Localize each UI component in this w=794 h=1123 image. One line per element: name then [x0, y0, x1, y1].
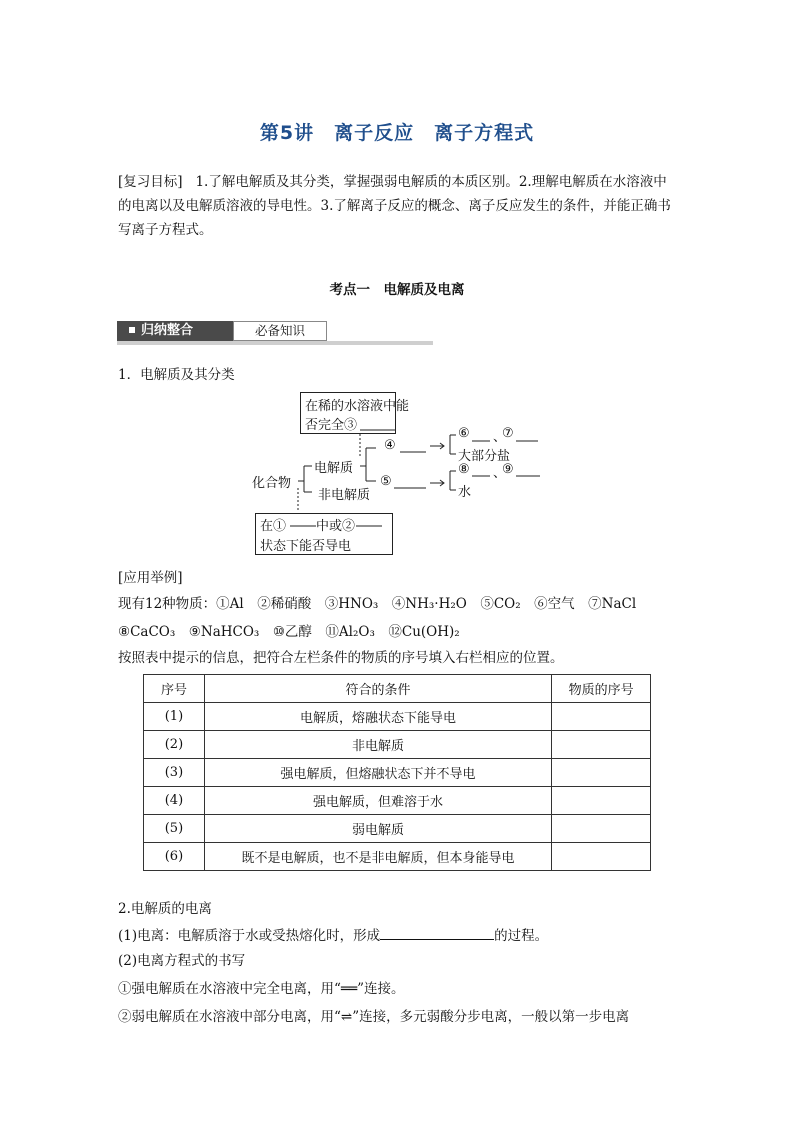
- water-label: 水: [458, 485, 472, 500]
- item2-paragraph3: ①强电解质在水溶液中完全电离，用“══”连接。: [118, 981, 405, 997]
- answer-cell[interactable]: [552, 815, 651, 843]
- application-label: [应用举例]: [118, 570, 183, 586]
- banner-left-label: 归纳整合: [141, 323, 194, 338]
- table-row: [144, 815, 651, 843]
- table-cell: 既不是电解质，也不是非电解质，但本身能导电: [204, 843, 551, 871]
- table-cell: (5): [144, 815, 205, 843]
- table-cell: 强电解质，但熔融状态下并不导电: [204, 759, 551, 787]
- table-cell: (6): [144, 843, 205, 871]
- section-banner: [117, 321, 433, 345]
- blank-4-label: ④: [384, 438, 396, 453]
- blank-6-label: ⑥: [458, 426, 470, 441]
- top-box-line1: 在稀的水溶液中能: [305, 399, 410, 414]
- review-goals: [118, 170, 678, 242]
- table-header-row: [144, 675, 651, 703]
- review-goals-text: 1.了解电解质及其分类，掌握强弱电解质的本质区别。2.理解电解质在水溶液中的电离以及电解质溶液的导电性。3.了解离子反应的概念、离子反应发生的条件，并能正确书写离子方程式。: [118, 174, 671, 238]
- item2-paragraph2: (2)电离方程式的书写: [118, 953, 246, 969]
- item2-p1-prefix: (1)电离：电解质溶于水或受热熔化时，形成: [118, 928, 381, 944]
- blank-5-label: ⑤: [380, 474, 392, 489]
- table-row: [144, 787, 651, 815]
- table-row: [144, 703, 651, 731]
- table-cell: (1): [144, 703, 205, 731]
- classification-table: [143, 674, 651, 871]
- answer-cell[interactable]: [552, 703, 651, 731]
- section-title: 考点一 电解质及电离: [329, 282, 465, 298]
- bottom-box-part-b: 中或②: [316, 519, 356, 534]
- table-row: [144, 731, 651, 759]
- table-header-cell: 物质的序号: [552, 675, 651, 703]
- answer-cell[interactable]: [552, 843, 651, 871]
- bottom-box-part-a: 在①: [260, 519, 287, 534]
- separator-1: 、: [493, 430, 507, 445]
- table-header-cell: 符合的条件: [204, 675, 551, 703]
- blank-7-label: ⑦: [502, 426, 514, 441]
- item2-heading: 2.电解质的电离: [118, 901, 212, 917]
- item2-paragraph1: [118, 923, 548, 948]
- blank-8-label: ⑧: [458, 462, 470, 477]
- item2-p1-suffix: 的过程。: [494, 928, 549, 944]
- non-electrolyte-label: 非电解质: [318, 488, 371, 503]
- separator-2: 、: [493, 466, 507, 481]
- application-line2: ⑧CaCO₃ ⑨NaHCO₃ ⑩乙醇 ⑪Al₂O₃ ⑫Cu(OH)₂: [118, 624, 460, 640]
- table-cell: (3): [144, 759, 205, 787]
- table-cell: 强电解质，但难溶于水: [204, 787, 551, 815]
- square-bullet-icon: [129, 327, 135, 333]
- top-box-line2: 否完全③: [305, 418, 358, 433]
- electrolyte-label: 电解质: [314, 461, 354, 476]
- table-row: [144, 759, 651, 787]
- answer-cell[interactable]: [552, 731, 651, 759]
- most-salts-label: 大部分盐: [458, 449, 511, 464]
- table-header-cell: 序号: [144, 675, 205, 703]
- item1-heading: 1．电解质及其分类: [118, 367, 235, 383]
- fill-blank[interactable]: [380, 923, 494, 940]
- classification-diagram: [250, 392, 550, 562]
- answer-cell[interactable]: [552, 759, 651, 787]
- table-row: [144, 843, 651, 871]
- table-cell: (2): [144, 731, 205, 759]
- table-cell: 电解质，熔融状态下能导电: [204, 703, 551, 731]
- blank-9-label: ⑨: [502, 462, 514, 477]
- item2-paragraph4: ②弱电解质在水溶液中部分电离，用“⇌”连接，多元弱酸分步电离，一般以第一步电离: [118, 1009, 630, 1025]
- table-cell: 非电解质: [204, 731, 551, 759]
- bottom-box-line2: 状态下能否导电: [260, 539, 352, 554]
- page-title: 第5讲 离子反应 离子方程式: [259, 122, 535, 144]
- compound-label: 化合物: [252, 476, 292, 491]
- answer-cell[interactable]: [552, 787, 651, 815]
- table-cell: (4): [144, 787, 205, 815]
- banner-left: [117, 321, 233, 341]
- application-line1: 现有12种物质：①Al ②稀硝酸 ③HNO₃ ④NH₃·H₂O ⑤CO₂ ⑥空气 ⑦NaCl: [118, 596, 637, 612]
- table-cell: 弱电解质: [204, 815, 551, 843]
- banner-right-label: 必备知识: [233, 321, 327, 341]
- banner-underline: [117, 341, 433, 345]
- application-instruction: 按照表中提示的信息，把符合左栏条件的物质的序号填入右栏相应的位置。: [118, 650, 564, 666]
- review-goals-tag: [复习目标]: [118, 174, 183, 190]
